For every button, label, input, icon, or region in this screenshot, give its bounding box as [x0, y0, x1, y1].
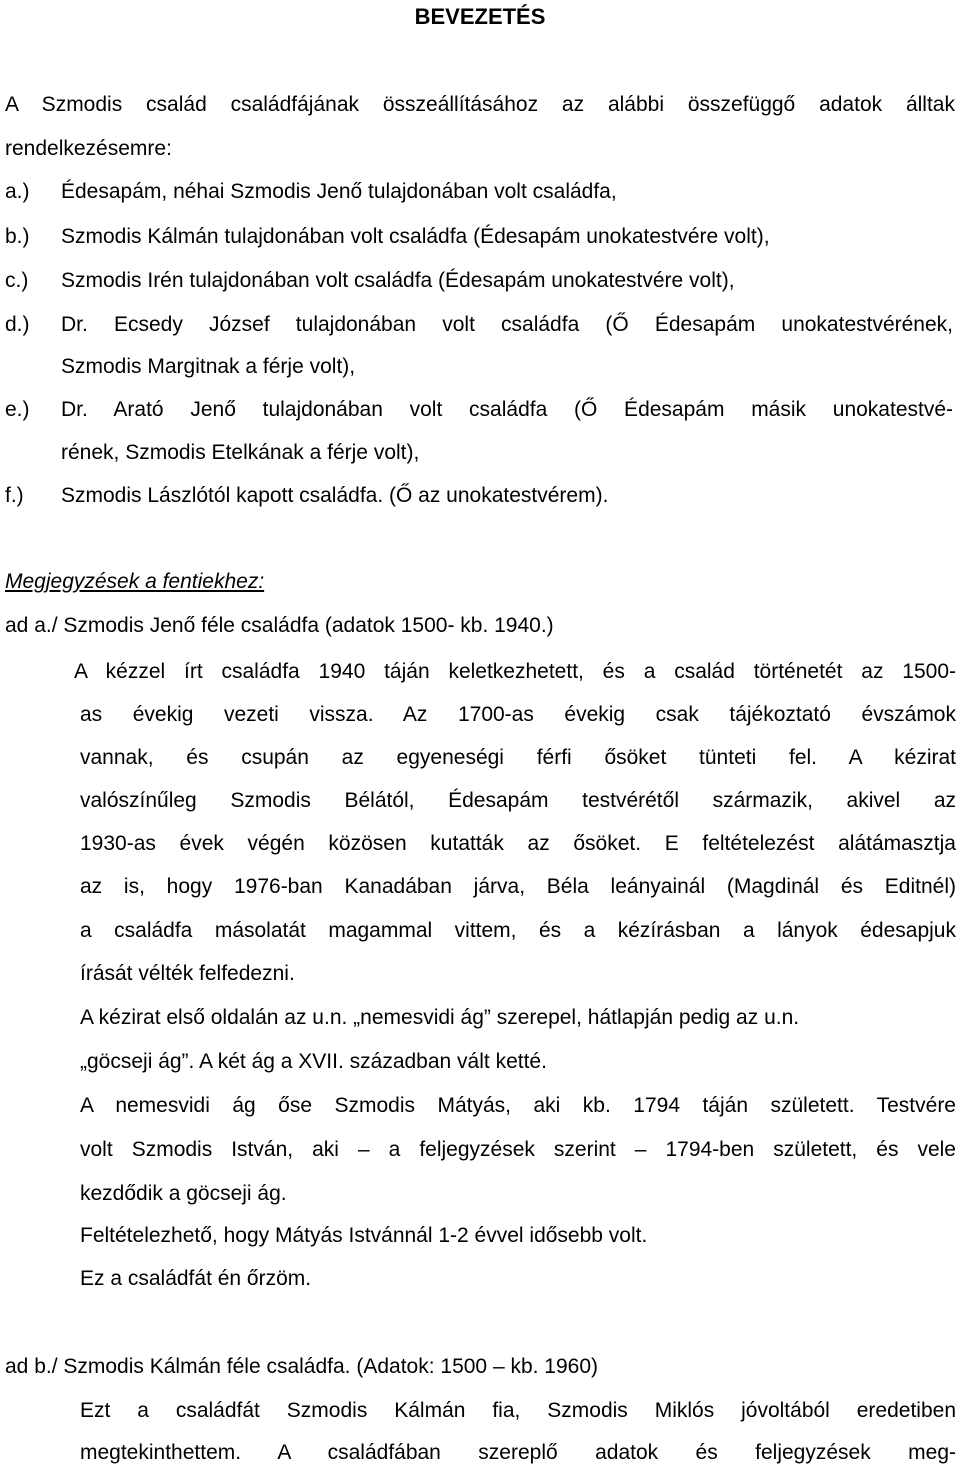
ad-a-para1-line-6: az is, hogy 1976-ban Kanadában járva, Béla leányainál (Magdinál és Editnél) — [80, 875, 956, 898]
list-item-text-d-2: Szmodis Margitnak a férje volt), — [61, 355, 356, 378]
ad-a-heading: ad a./ Szmodis Jenő féle családfa (adatok 1500- kb. 1940.) — [5, 614, 554, 637]
ad-b-heading: ad b./ Szmodis Kálmán féle családfa. (Adatok: 1500 – kb. 1960) — [5, 1355, 599, 1378]
list-item-text-e-1: Dr. Arató Jenő tulajdonában volt családfa (Ő Édesapám másik unokatestvé- — [61, 398, 953, 421]
ad-a-para1-line-8: írását vélték felfedezni. — [80, 962, 295, 985]
ad-a-para1-line-4: valószínűleg Szmodis Bélától, Édesapám testvérétől származik, akivel az — [80, 789, 956, 812]
ad-b-para1-line-2: megtekinthettem. A családfában szereplő adatok és feljegyzések meg- — [80, 1441, 956, 1464]
ad-a-para1-line-3: vannak, és csupán az egyeneségi férfi ősöket tünteti fel. A kézirat — [80, 746, 956, 769]
list-item-text-d-1: Dr. Ecsedy József tulajdonában volt családfa (Ő Édesapám unokatestvérének, — [61, 313, 953, 336]
ad-a-para1-line-2: as évekig vezeti vissza. Az 1700-as évekig csak tájékoztató évszámok — [80, 703, 956, 726]
list-item-text-a: Édesapám, néhai Szmodis Jenő tulajdonában volt családfa, — [61, 180, 617, 203]
list-item-marker-f: f.) — [5, 484, 24, 507]
ad-a-para4-line-2: Ez a családfát én őrzöm. — [80, 1267, 312, 1290]
list-item-marker-c: c.) — [5, 269, 29, 292]
notes-heading: Megjegyzések a fentiekhez: — [5, 570, 265, 593]
ad-a-para1-line-5: 1930-as évek végén közösen kutatták az ősöket. E feltételezést alátámasztja — [80, 832, 956, 855]
ad-a-para2-line-1: A kézirat első oldalán az u.n. „nemesvidi ág” szerepel, hátlapján pedig az u.n. — [80, 1006, 800, 1029]
intro-line-2: rendelkezésemre: — [5, 137, 172, 160]
list-item-text-c: Szmodis Irén tulajdonában volt családfa (Édesapám unokatestvére volt), — [61, 269, 735, 292]
list-item-marker-d: d.) — [5, 313, 30, 336]
ad-a-para4-line-1: Feltételezhető, hogy Mátyás Istvánnál 1-2 évvel idősebb volt. — [80, 1224, 648, 1247]
list-item-text-f: Szmodis Lászlótól kapott családfa. (Ő az unokatestvérem). — [61, 484, 609, 507]
list-item-text-b: Szmodis Kálmán tulajdonában volt családfa (Édesapám unokatestvére volt), — [61, 225, 770, 248]
ad-a-para2-line-2: „göcseji ág”. A két ág a XVII. században vált ketté. — [80, 1050, 547, 1073]
ad-a-para1-line-7: a családfa másolatát magammal vittem, és a kézírásban a lányok édesapjuk — [80, 919, 956, 942]
list-item-marker-e: e.) — [5, 398, 30, 421]
ad-b-para1-line-1: Ezt a családfát Szmodis Kálmán fia, Szmodis Miklós jóvoltából eredetiben — [80, 1399, 956, 1422]
ad-a-para1-line-1: A kézzel írt családfa 1940 táján keletkezhetett, és a család történetét az 1500- — [74, 660, 956, 683]
ad-a-para3-line-3: kezdődik a göcseji ág. — [80, 1182, 287, 1205]
intro-line-1: A Szmodis család családfájának összeállításához az alábbi összefüggő adatok álltak — [5, 93, 955, 116]
ad-a-para3-line-2: volt Szmodis István, aki – a feljegyzések szerint – 1794-ben született, és vele — [80, 1138, 956, 1161]
list-item-marker-b: b.) — [5, 225, 30, 248]
ad-a-para3-line-1: A nemesvidi ág őse Szmodis Mátyás, aki kb. 1794 táján született. Testvére — [80, 1094, 956, 1117]
list-item-text-e-2: rének, Szmodis Etelkának a férje volt), — [61, 441, 420, 464]
list-item-marker-a: a.) — [5, 180, 30, 203]
page-title: BEVEZETÉS — [414, 4, 546, 29]
